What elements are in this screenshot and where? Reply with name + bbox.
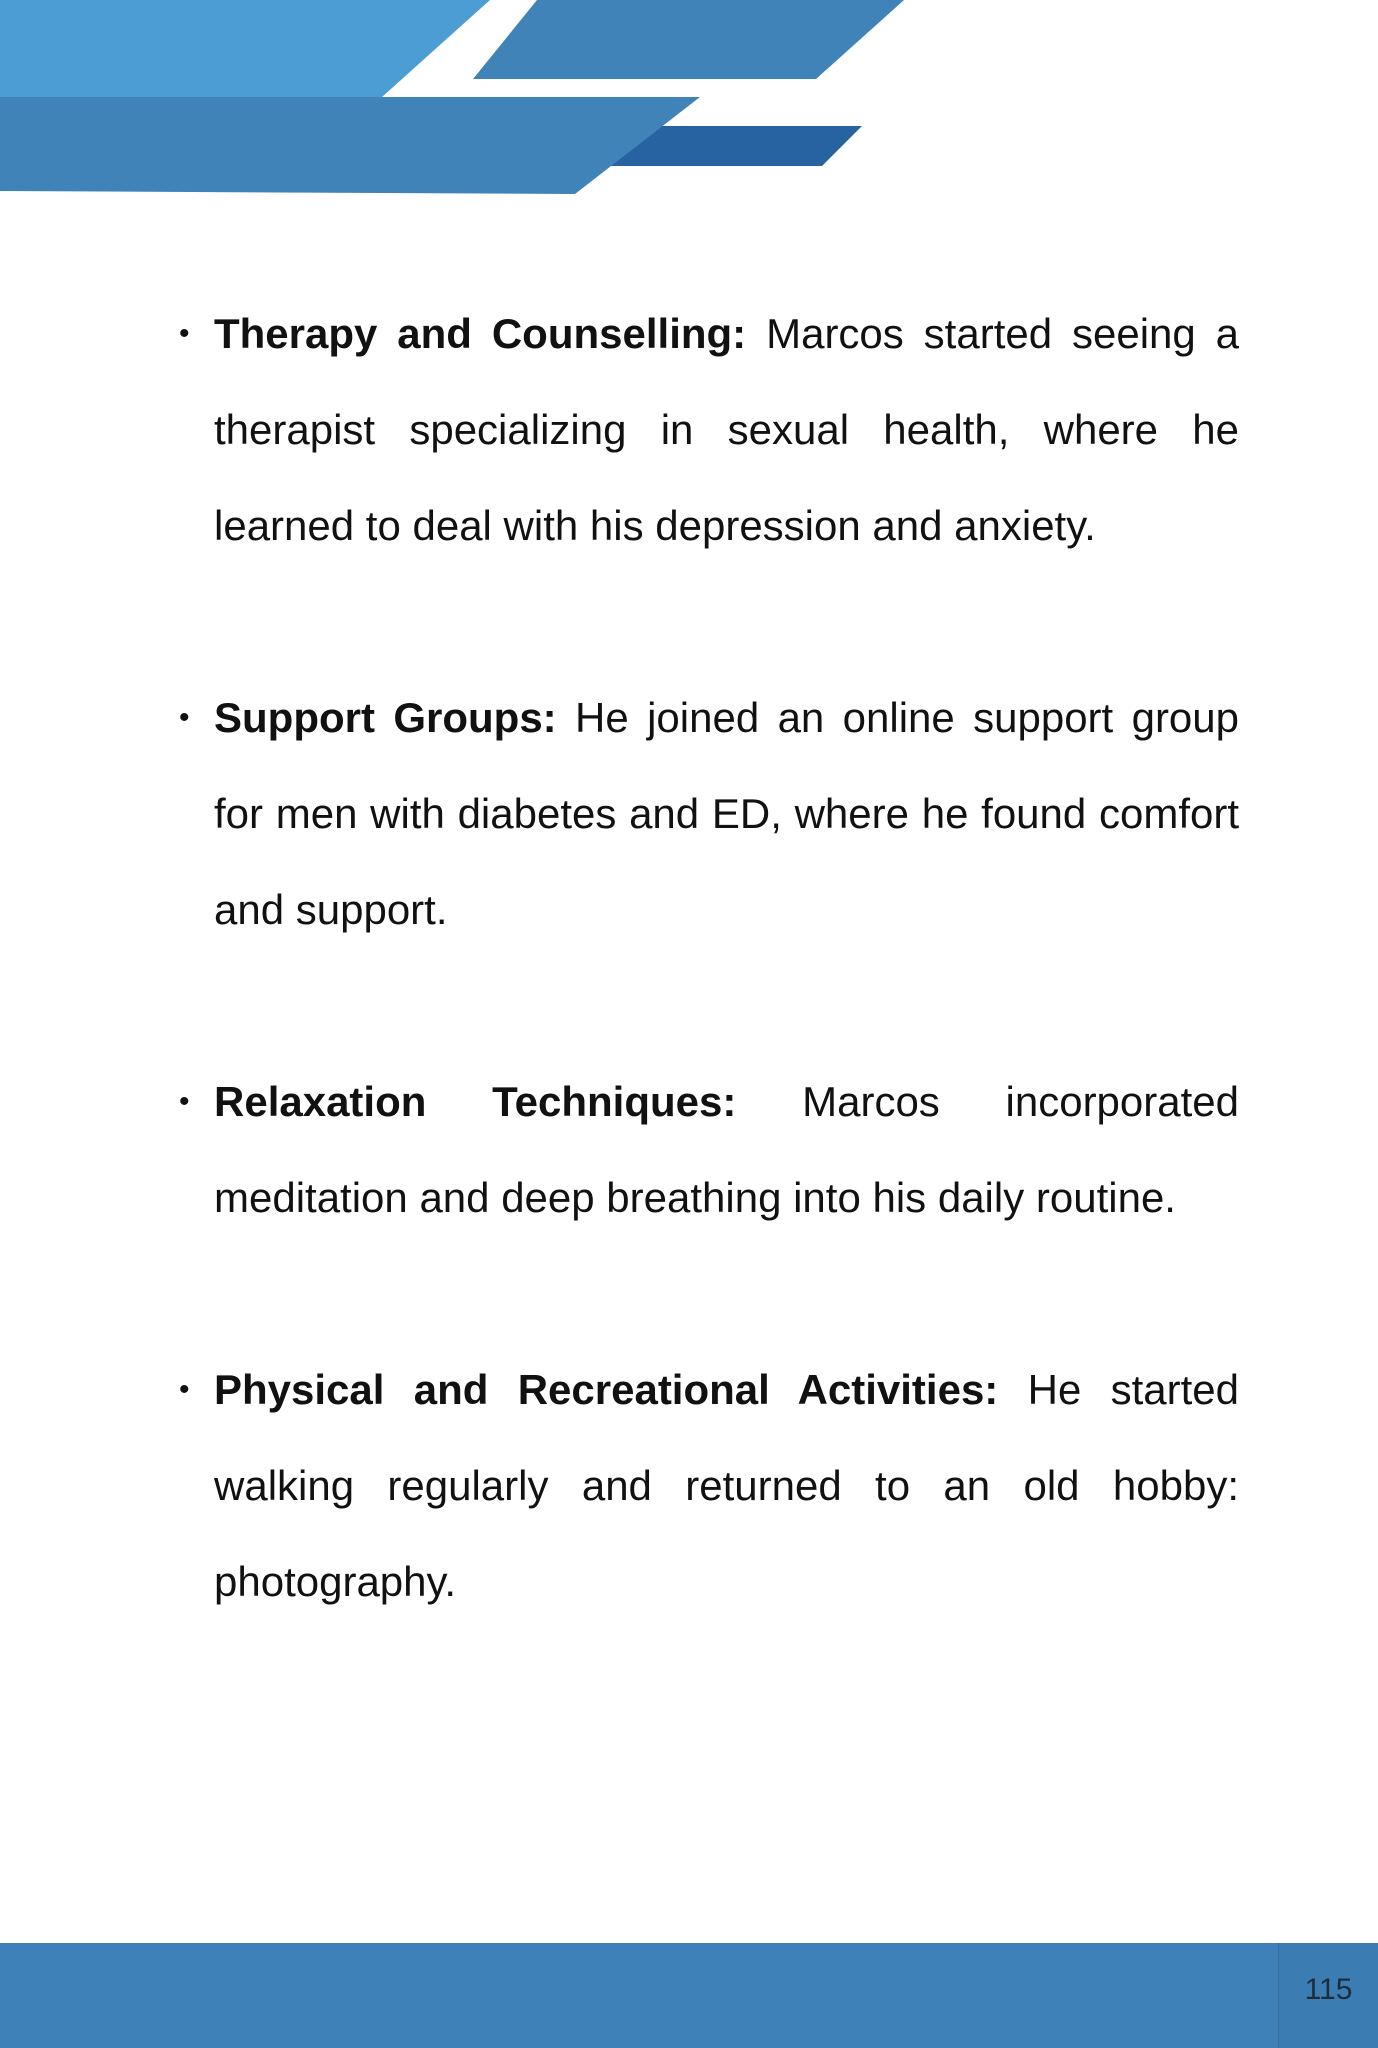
page-number-box: [1278, 1943, 1378, 2048]
header-band-main: [0, 97, 700, 194]
bullet-icon: •: [179, 317, 190, 350]
item-text: Marcos incorporated meditation and deep breathing into his daily routine.: [214, 1078, 1240, 1221]
page-number: 115: [1304, 1972, 1353, 2006]
item-term: Relaxation Techniques:: [214, 1078, 737, 1125]
bullet-icon: •: [179, 1085, 190, 1118]
content-area: [175, 286, 1239, 1726]
bullet-icon: •: [179, 701, 190, 734]
header-band-top-right: [473, 0, 904, 79]
bullet-list: [175, 286, 1239, 1630]
list-item: [175, 1342, 1239, 1630]
list-item: [175, 1054, 1239, 1246]
item-term: Physical and Recreational Activities:: [214, 1366, 999, 1413]
list-item: [175, 670, 1239, 958]
item-term: Support Groups:: [214, 694, 557, 741]
item-text: He started walking regularly and returned to an old hobby: photography.: [214, 1366, 1240, 1605]
item-text: Marcos started seeing a therapist specializing in sexual health, where he learned to deal with his depression and anxiety.: [214, 310, 1240, 549]
header-band-light: [0, 0, 490, 97]
footer-bar: [0, 1943, 1378, 2048]
bullet-icon: •: [179, 1373, 190, 1406]
item-term: Therapy and Counselling:: [214, 310, 747, 357]
list-item: [175, 286, 1239, 574]
header-decoration: [0, 0, 1378, 200]
item-text: He joined an online support group for men with diabetes and ED, where he found comfort and support.: [214, 694, 1240, 933]
